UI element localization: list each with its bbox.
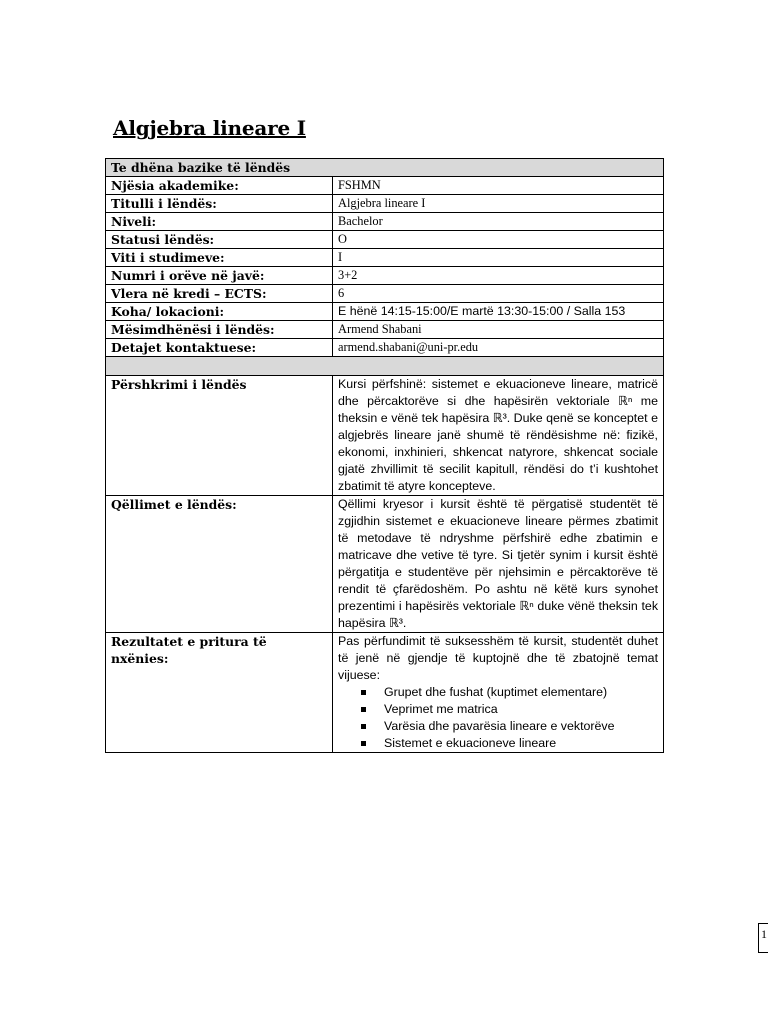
description-label: Përshkrimi i lëndës <box>106 376 333 496</box>
table-row <box>106 339 664 357</box>
separator-row <box>106 357 664 376</box>
row-value: O <box>333 231 664 249</box>
row-value: FSHMN <box>333 177 664 195</box>
objectives-label: Qëllimet e lëndës: <box>106 496 333 633</box>
row-label: Niveli: <box>106 213 333 231</box>
table-row <box>106 195 664 213</box>
row-value: 3+2 <box>333 267 664 285</box>
page-title: Algjebra lineare I <box>113 116 306 140</box>
row-value: I <box>333 249 664 267</box>
list-item: Sistemet e ekuacioneve lineare <box>384 735 658 752</box>
table-row <box>106 285 664 303</box>
list-item: Grupet dhe fushat (kuptimet elementare) <box>384 684 658 701</box>
row-label: Koha/ lokacioni: <box>106 303 333 321</box>
outcomes-label: Rezultatet e pritura të nxënies: <box>106 633 333 753</box>
table-row <box>106 267 664 285</box>
row-label: Njësia akademike: <box>106 177 333 195</box>
list-item: Varësia dhe pavarësia lineare e vektorëve <box>384 718 658 735</box>
table-row <box>106 177 664 195</box>
separator-cell <box>106 357 664 376</box>
outcomes-list <box>338 684 658 752</box>
row-value: Bachelor <box>333 213 664 231</box>
row-label: Statusi lëndës: <box>106 231 333 249</box>
table-row <box>106 249 664 267</box>
row-label: Vlera në kredi – ECTS: <box>106 285 333 303</box>
row-value: 6 <box>333 285 664 303</box>
row-label: Numri i orëve në javë: <box>106 267 333 285</box>
row-label: Mësimdhënësi i lëndës: <box>106 321 333 339</box>
contact-email[interactable]: armend.shabani@uni-pr.edu <box>333 339 664 357</box>
table-row <box>106 321 664 339</box>
outcomes-cell <box>333 633 664 753</box>
row-label: Detajet kontaktuese: <box>106 339 333 357</box>
row-label: Titulli i lëndës: <box>106 195 333 213</box>
table-header: Te dhëna bazike të lëndës <box>106 159 664 177</box>
row-value: Armend Shabani <box>333 321 664 339</box>
table-header-row <box>106 159 664 177</box>
description-text: Kursi përfshinë: sistemet e ekuacioneve lineare, matricë dhe përcaktorëve si dhe hapësirën vektoriale ℝⁿ me theksin e vënë tek hapësira ℝ³. Duke qenë se konceptet e algjebrës lineare janë shumë të rëndësishme në: fizikë, ekonomi, inxhinieri, shkencat natyrore, shkencat sociale gjatë zhvillimit të secilit kapitull, rëndësi do t’i kushtohet zbatimit të atyre koncepteve. <box>333 376 664 496</box>
table-row <box>106 213 664 231</box>
row-value: Algjebra lineare I <box>333 195 664 213</box>
row-value: E hënë 14:15-15:00/E martë 13:30-15:00 / Salla 153 <box>333 303 664 321</box>
course-info-table <box>105 158 664 753</box>
outcomes-row <box>106 633 664 753</box>
row-label: Viti i studimeve: <box>106 249 333 267</box>
list-item: Veprimet me matrica <box>384 701 658 718</box>
objectives-text: Qëllimi kryesor i kursit është të përgatisë studentët të zgjidhin sistemet e ekuacioneve lineare përmes zbatimit të metodave të ndryshme përfshirë edhe zbatimin e matricave dhe vetive të tyre. Si tjetër synim i kursit është përgatitja e studentëve për njehsimin e përcaktorëve të rendit të çfarëdoshëm. Po ashtu në këtë kurs synohet prezentimi i hapësirës vektoriale ℝⁿ duke vënë theksin tek hapësira ℝ³. <box>333 496 664 633</box>
objectives-row <box>106 496 664 633</box>
table-row <box>106 303 664 321</box>
description-row <box>106 376 664 496</box>
table-row <box>106 231 664 249</box>
outcomes-intro: Pas përfundimit të suksesshëm të kursit, studentët duhet të jenë në gjendje të kuptojnë dhe të zbatojnë temat vijuese: <box>338 634 659 682</box>
page-number: 1 <box>758 923 768 953</box>
